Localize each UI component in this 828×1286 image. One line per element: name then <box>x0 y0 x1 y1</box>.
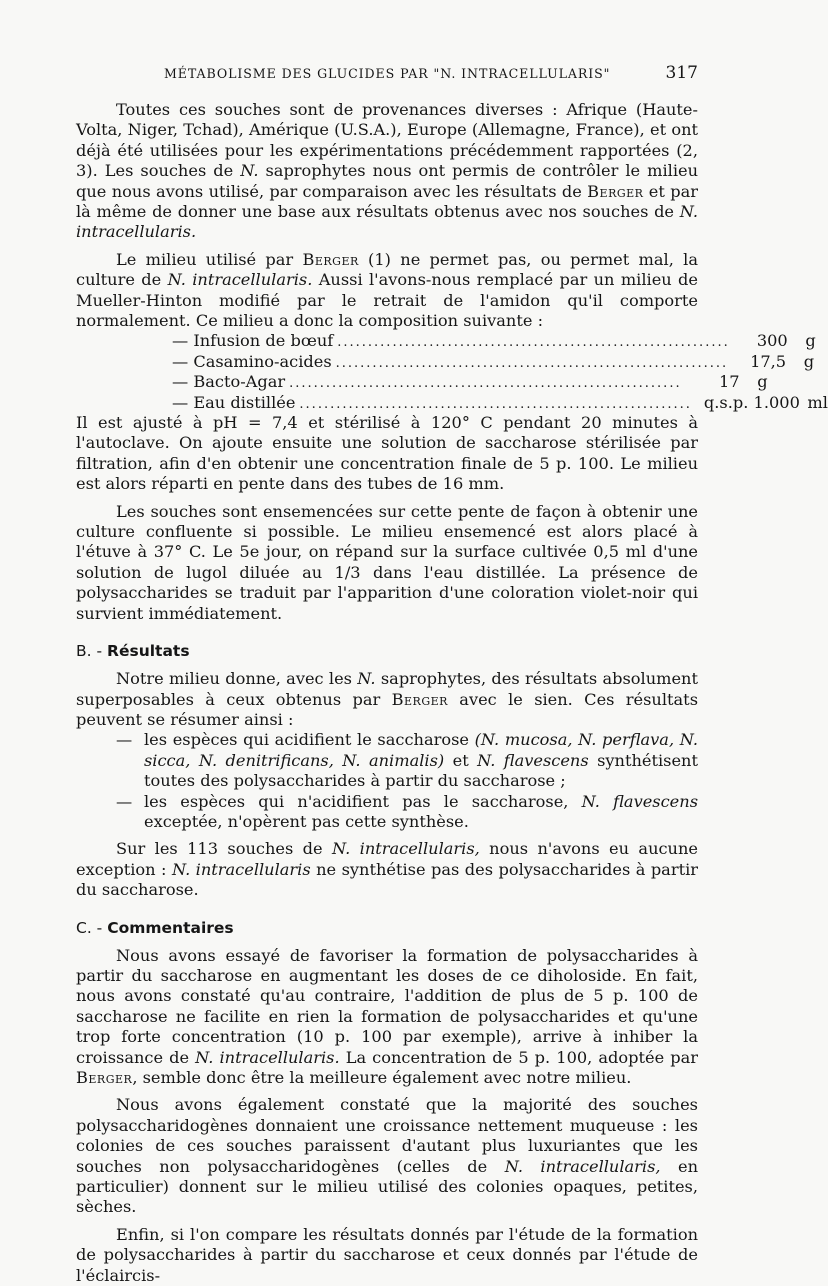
species-name: N. intracellularis, <box>331 839 480 859</box>
paragraph-comments-2: Nous avons également constaté que la majorité des souches polysaccharidogènes donnaient une croissance nettement muqueuse : les colonies de ces souches paraissent d'autant plus luxuriantes que les souches non polysaccharidogènes (celles de N. intracellularis, en particulier) donnent sur le milieu utilisé des colonies opaques, petites, sèches. <box>76 1095 698 1217</box>
author-name: Berger <box>391 689 448 709</box>
author-name: Berger <box>587 181 644 201</box>
section-heading-comments: C. - Commentaires <box>76 918 234 937</box>
species-name: N. intracellularis. <box>76 202 698 242</box>
composition-row: — Eau distillée ................................................................ q.s.p. 1.000 ml <box>172 392 828 412</box>
article-body <box>76 100 828 1286</box>
composition-row: — Bacto-Agar ................................................................ 17 g <box>172 372 768 392</box>
composition-row: — Infusion de bœuf ................................................................ 300 g <box>172 331 816 351</box>
species-name: N. intracellularis. <box>167 270 313 290</box>
species-name: N. flavescens <box>581 791 698 811</box>
author-name: Berger <box>302 249 359 269</box>
species-name: N. intracellularis. <box>195 1047 340 1067</box>
paragraph-medium: Le milieu utilisé par Berger (1) ne permet pas, ou permet mal, la culture de N. intracellularis. Aussi l'avons-nous remplacé par un milieu de Mueller-Hinton modifié par le retrait de l'amidon qu'il comporte normalement. Ce milieu a donc la composition suivante : <box>76 249 699 331</box>
paragraph-results-intro: Notre milieu donne, avec les N. saprophytes, des résultats absolument superposables à ceux obtenus par Berger avec le sien. Ces résultats peuvent se résumer ainsi : <box>76 669 698 729</box>
paragraph-inoculation: Les souches sont ensemencées sur cette pente de façon à obtenir une culture confluente si possible. Le milieu ensemencé est alors placé à l'étuve à 37° C. Le 5e jour, on répand sur la surface cultivée 0,5 ml d'une solution de lugol diluée au 1/3 dans l'eau distillée. La présence de polysaccharides se traduit par l'apparition d'une coloration violet-noir qui survient immédiatement. <box>76 501 698 623</box>
paragraph-comments-1: Nous avons essayé de favoriser la formation de polysaccharides à partir du saccharose en augmentant les doses de ce diholoside. En fait, nous avons constaté qu'au contraire, l'addition de plus de 5 p. 100 de saccharose ne facilite en rien la formation de polysaccharides et qu'une trop forte concentration (10 p. 100 par exemple), arrive à inhiber la croissance de N. intracellularis. La concentration de 5 p. 100, adoptée par Berger, semble donc être la meilleure également avec notre milieu. <box>76 945 698 1087</box>
species-name: N. flavescens <box>477 750 589 770</box>
species-name: N. intracellularis <box>171 859 311 879</box>
page-header <box>76 63 698 88</box>
paragraph-ph: Il est ajusté à pH = 7,4 et stérilisé à 120° C pendant 20 minutes à l'autoclave. On ajoute ensuite une solution de saccharose stérilisée par filtration, afin d'en obtenir une concentration finale de 5 p. 100. Le milieu est alors réparti en pente dans des tubes de 16 mm. <box>76 413 698 494</box>
running-title: MÉTABOLISME DES GLUCIDES PAR "N. INTRACELLULARIS" <box>164 66 611 81</box>
section-heading-results: B. - Résultats <box>76 642 190 661</box>
composition-list <box>172 331 828 413</box>
composition-row: — Casamino-acides ................................................................ 17,5 g <box>172 351 815 371</box>
author-name: Berger <box>76 1068 133 1087</box>
list-item: — les espèces qui n'acidifient pas le saccharose, N. flavescens exceptée, n'opèrent pas cette synthèse. <box>116 791 698 831</box>
page-number: 317 <box>665 63 698 83</box>
species-name: N. intracellularis, <box>504 1156 661 1176</box>
paragraph-results-conclusion: Sur les 113 souches de N. intracellularis, nous n'avons eu aucune exception : N. intracellularis ne synthétise pas des polysaccharides à partir du saccharose. <box>76 839 698 900</box>
paragraph-comments-3: Enfin, si l'on compare les résultats donnés par l'étude de la formation de polysaccharides à partir du saccharose et ceux donnés par l'étude de l'éclaircis- <box>76 1224 698 1285</box>
paragraph-strains: Toutes ces souches sont de provenances diverses : Afrique (Haute-Volta, Niger, Tchad), Amérique (U.S.A.), Europe (Allemagne, France), et ont déjà été utilisées pour les expérimentations précédemment rapportées (2, 3). Les souches de N. saprophytes nous ont permis de contrôler le milieu que nous avons utilisé, par comparaison avec les résultats de Berger et par là même de donner une base aux résultats obtenus avec nos souches de N. intracellularis. <box>76 100 698 242</box>
list-item: — les espèces qui acidifient le saccharose (N. mucosa, N. perflava, N. sicca, N. denitrificans, N. animalis) et N. flavescens synthétisent toutes des polysaccharides à partir du saccharose ; <box>116 730 699 791</box>
species-name: (N. mucosa, N. perflava, N. sicca, N. denitrificans, N. animalis) <box>144 730 699 770</box>
